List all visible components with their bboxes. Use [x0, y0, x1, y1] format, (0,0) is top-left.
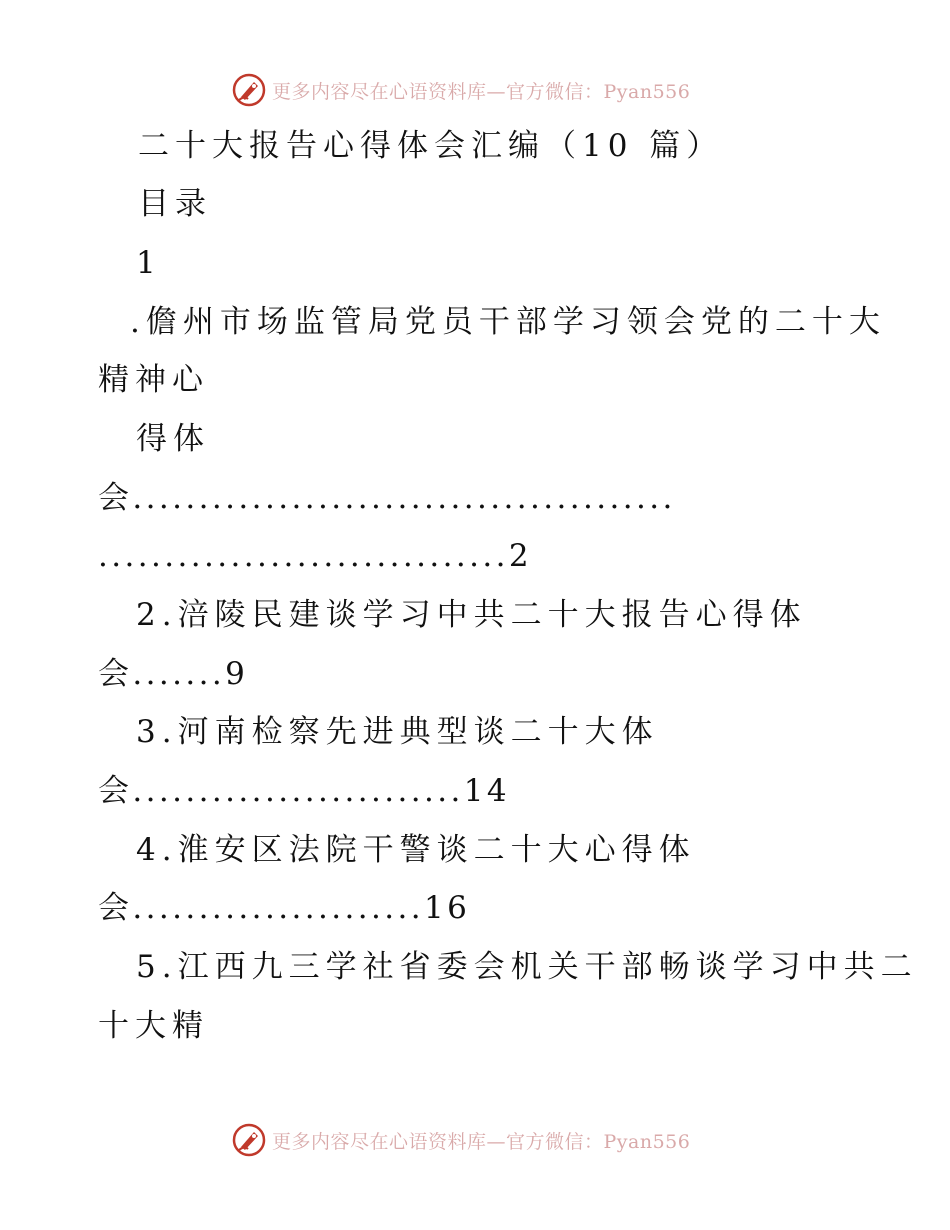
toc-line: 1	[136, 245, 162, 281]
watermark-bottom	[232, 1122, 690, 1158]
toc-line: 3.河南检察先进典型谈二十大体	[136, 714, 659, 750]
toc-line: 2.涪陵民建谈学习中共二十大报告心得体	[136, 597, 807, 633]
toc-line: 会.........................14	[98, 773, 510, 809]
toc-line: 得体	[136, 421, 210, 457]
pen-nib-logo-icon	[232, 73, 266, 107]
toc-heading: 目录	[138, 186, 212, 222]
toc-line: 会.........................................	[98, 480, 676, 516]
toc-line: 会.......9	[98, 656, 249, 692]
toc-line: ...............................2	[98, 538, 532, 574]
toc-line: 4.淮安区法院干警谈二十大心得体	[136, 832, 696, 868]
watermark-top	[232, 72, 690, 108]
watermark-text: 更多内容尽在心语资料库—官方微信：Pyan556	[272, 1130, 691, 1153]
toc-line: 会......................16	[98, 890, 471, 926]
toc-line: 5.江西九三学社省委会机关干部畅谈学习中共二	[136, 949, 918, 985]
toc-line: .儋州市场监管局党员干部学习领会党的二十大	[130, 304, 886, 340]
pen-nib-logo-icon	[232, 1123, 266, 1157]
document-title: 二十大报告心得体会汇编（10 篇）	[138, 128, 724, 164]
toc-line: 精神心	[98, 362, 209, 398]
watermark-text: 更多内容尽在心语资料库—官方微信：Pyan556	[272, 80, 691, 103]
toc-line: 十大精	[98, 1008, 209, 1044]
